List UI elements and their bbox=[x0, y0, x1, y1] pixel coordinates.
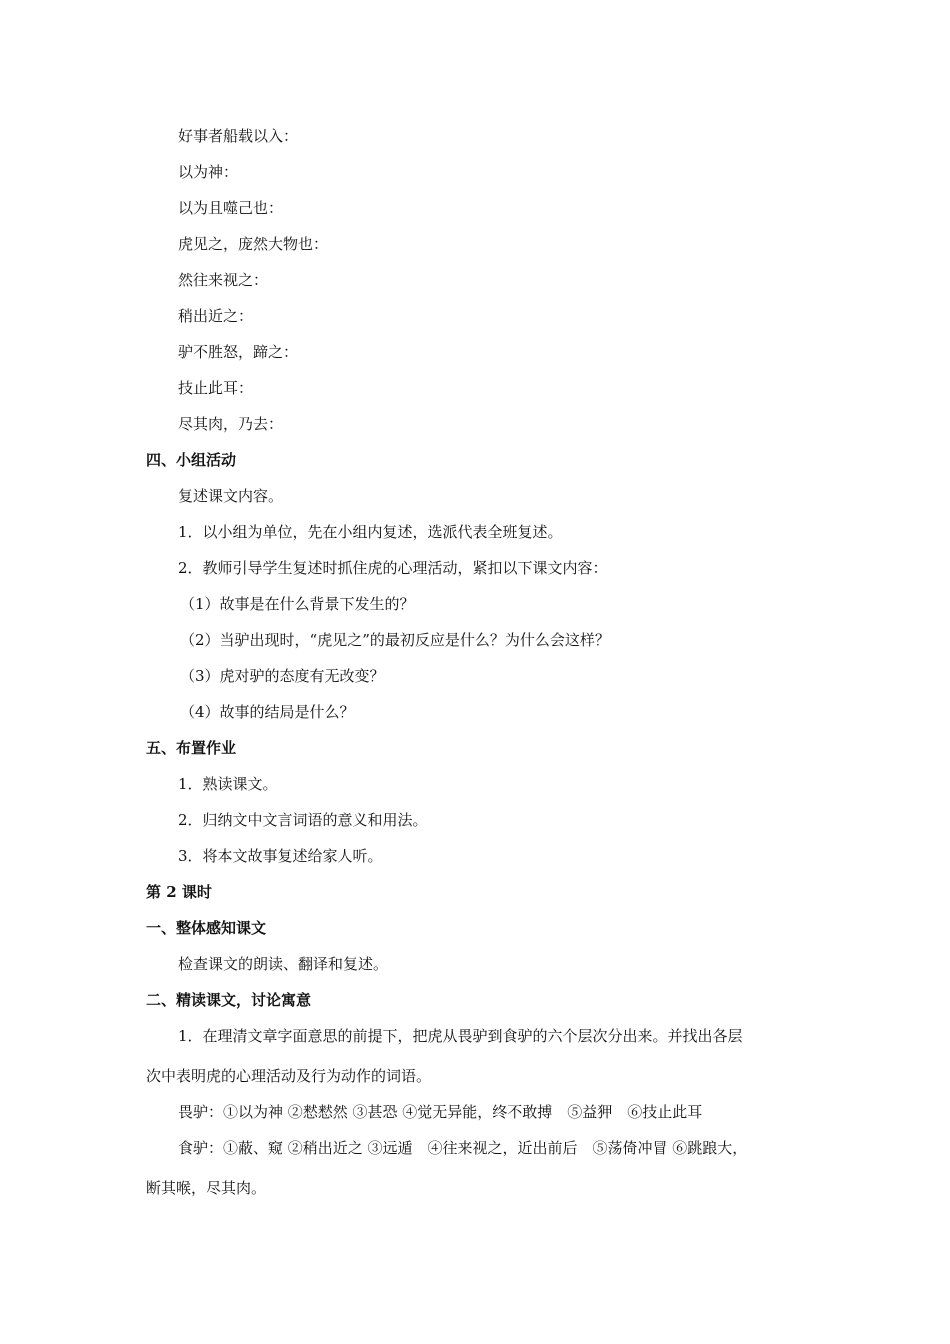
text-line: 检查课文的朗读、翻译和复述。 bbox=[178, 955, 389, 973]
text-line: 然往来视之： bbox=[178, 271, 269, 289]
text-line: 食驴：①蔽、窥 ②稍出近之 ③远遁 ④往来视之，近出前后 ⑤荡倚冲冒 ⑥跳踉大， bbox=[178, 1139, 748, 1157]
text-line: 畏驴：①以为神 ②慭慭然 ③甚恐 ④觉无异能，终不敢搏 ⑤益狎 ⑥技止此耳 bbox=[178, 1103, 703, 1121]
text-line: 复述课文内容。 bbox=[178, 487, 284, 505]
text-line: 驴不胜怒，蹄之： bbox=[178, 343, 299, 361]
section-heading: 一、整体感知课文 bbox=[146, 919, 267, 937]
list-item: 1．以小组为单位，先在小组内复述，选派代表全班复述。 bbox=[178, 523, 563, 541]
text-line: 好事者船载以入： bbox=[178, 127, 299, 145]
question-item: （1）故事是在什么背景下发生的？ bbox=[180, 595, 415, 613]
section-heading: 五、布置作业 bbox=[146, 739, 237, 757]
text-line: 以为且噬己也： bbox=[178, 199, 284, 217]
question-item: （3）虎对驴的态度有无改变？ bbox=[180, 667, 385, 685]
section-heading: 二、精读课文，讨论寓意 bbox=[146, 991, 312, 1009]
text-line: 尽其肉，乃去： bbox=[178, 415, 284, 433]
text-line: 以为神： bbox=[178, 163, 239, 181]
text-line: 稍出近之： bbox=[178, 307, 254, 325]
list-item: 1．熟读课文。 bbox=[178, 775, 278, 793]
list-item: 2．归纳文中文言词语的意义和用法。 bbox=[178, 811, 428, 829]
section-heading: 四、小组活动 bbox=[146, 451, 237, 469]
text-line: 次中表明虎的心理活动及行为动作的词语。 bbox=[146, 1067, 432, 1085]
list-item: 1．在理清文章字面意思的前提下，把虎从畏驴到食驴的六个层次分出来。并找出各层 bbox=[178, 1027, 743, 1045]
question-item: （2）当驴出现时，“虎见之”的最初反应是什么？为什么会这样？ bbox=[180, 631, 610, 649]
list-item: 2．教师引导学生复述时抓住虎的心理活动，紧扣以下课文内容： bbox=[178, 559, 608, 577]
text-line: 断其喉，尽其肉。 bbox=[146, 1179, 267, 1197]
question-item: （4）故事的结局是什么？ bbox=[180, 703, 355, 721]
text-line: 虎见之，庞然大物也： bbox=[178, 235, 329, 253]
text-line: 技止此耳： bbox=[178, 379, 254, 397]
list-item: 3．将本文故事复述给家人听。 bbox=[178, 847, 383, 865]
lesson-title: 第 2 课时 bbox=[146, 883, 212, 901]
